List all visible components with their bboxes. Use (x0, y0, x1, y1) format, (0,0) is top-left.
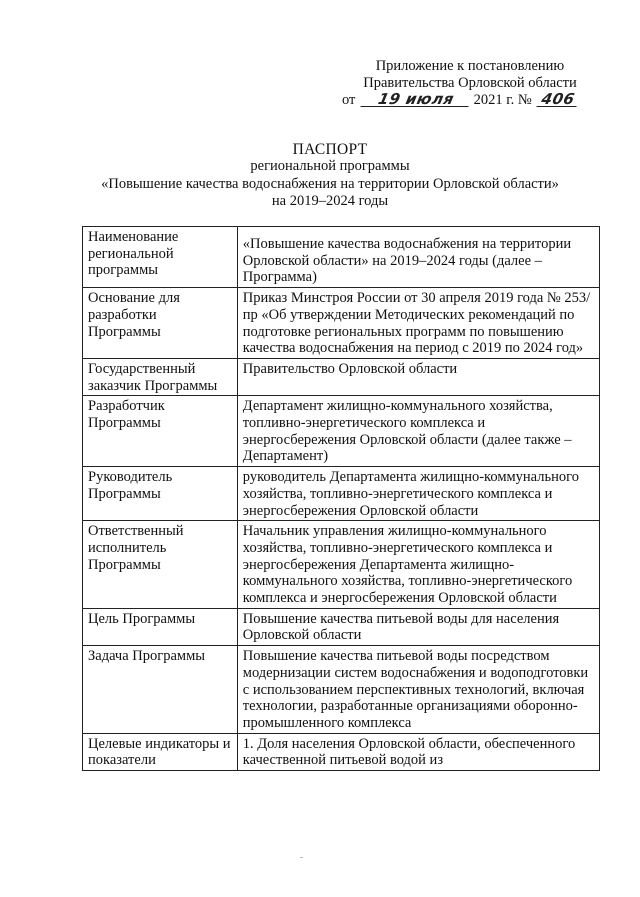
row-label: Разработчик Программы (83, 396, 238, 467)
date-prefix: от (342, 92, 356, 108)
row-label: Ответственный исполнитель Программы (83, 521, 238, 609)
passport-table (82, 226, 600, 771)
scan-artifact (300, 857, 303, 858)
row-label: Основание для разработки Программы (83, 288, 238, 359)
table-row (83, 467, 600, 521)
table-row (83, 358, 600, 395)
document-title (40, 141, 620, 211)
appendix-line-2: Правительства Орловской области (363, 75, 577, 91)
handwritten-number: 406 (537, 92, 580, 107)
title-line-2: региональной программы (250, 158, 410, 175)
row-label: Государственный заказчик Программы (83, 358, 238, 395)
row-value: руководитель Департамента жилищно-коммунального хозяйства, топливно-энергетического комплекса и энергосбережения Орловской области (237, 467, 599, 521)
appendix-line-1: Приложение к постановлению (375, 58, 565, 74)
table-row (83, 733, 600, 770)
table-row (83, 227, 600, 288)
row-label: Наименование региональной программы (83, 227, 238, 288)
row-label: Целевые индикаторы и показатели (83, 733, 238, 770)
row-value: 1. Доля населения Орловской области, обеспеченного качественной питьевой водой из (237, 733, 599, 770)
row-value: Департамент жилищно-коммунального хозяйства, топливно-энергетического комплекса и энергосбережения Орловской области (далее также – Департамент) (237, 396, 599, 467)
appendix-header (340, 58, 600, 109)
title-line-4: на 2019–2024 годы (271, 193, 389, 210)
table-row (83, 646, 600, 734)
row-value: Приказ Минстроя России от 30 апреля 2019 года № 253/пр «Об утверждении Методических рекомендаций по подготовке региональных программ по повышению качества водоснабжения на период с 2019 по 2024 год» (237, 288, 599, 359)
table-row (83, 608, 600, 645)
row-value: Начальник управления жилищно-коммунального хозяйства, топливно-энергетического комплекса и энергосбережения Департамента жилищно-коммунального хозяйства, топливно-энергетического комплекса и энергосбережения Орловской области (237, 521, 599, 609)
row-label: Руководитель Программы (83, 467, 238, 521)
row-label: Цель Программы (83, 608, 238, 645)
handwritten-date: 19 июля (360, 92, 471, 107)
row-value: «Повышение качества водоснабжения на территории Орловской области» на 2019–2024 годы (далее – Программа) (237, 227, 599, 288)
appendix-date-line (340, 92, 600, 109)
title-main: ПАСПОРТ (292, 141, 368, 158)
row-value: Повышение качества питьевой воды посредством модернизации систем водоснабжения и водоподготовки с использованием перспективных технологий, включая технологии, разработанные организациями оборонно-промышленного комплекса (237, 646, 599, 734)
row-value: Правительство Орловской области (237, 358, 599, 395)
row-label: Задача Программы (83, 646, 238, 734)
title-line-3: «Повышение качества водоснабжения на территории Орловской области» (101, 175, 559, 192)
year-text: 2021 г. № (473, 92, 532, 108)
table-row (83, 396, 600, 467)
table-row (83, 521, 600, 609)
row-value: Повышение качества питьевой воды для населения Орловской области (237, 608, 599, 645)
table-row (83, 288, 600, 359)
